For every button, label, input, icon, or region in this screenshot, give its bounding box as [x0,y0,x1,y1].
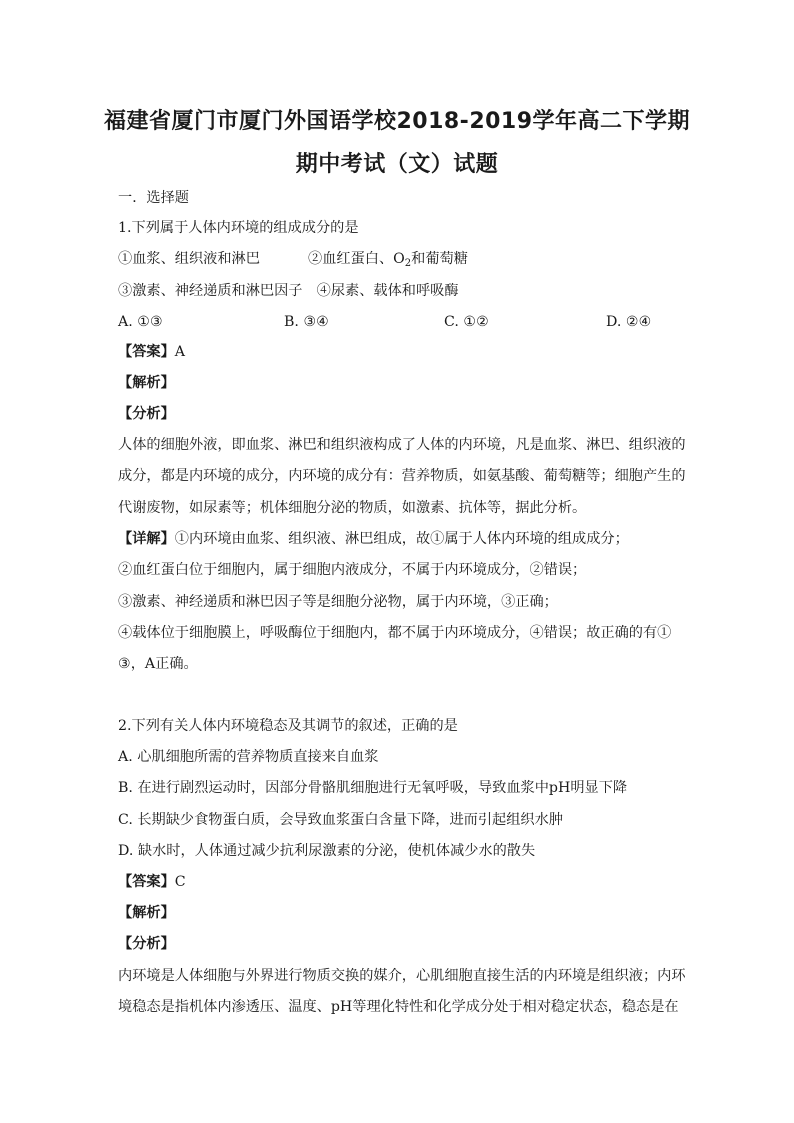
q1-option-b: B. ③④ [284,314,329,330]
q1-answer: 【答案】A [118,344,186,360]
document-title-line-2: 期中考试（文）试题 [295,152,499,177]
q1-analysis-tag: 【解析】 [118,375,175,391]
q1-fenxi-tag: 【分析】 [118,406,175,422]
q1-stem: 1.下列属于人体内环境的组成成分的是 [118,220,359,236]
q2-stem: 2.下列有关人体内环境稳态及其调节的叙述，正确的是 [118,718,458,734]
q2-option-d: D. 缺水时，人体通过减少抗利尿激素的分泌，使机体减少水的散失 [118,843,536,859]
q2-option-b: B. 在进行剧烈运动时，因部分骨骼肌细胞进行无氧呼吸，导致血浆中pH明显下降 [118,780,628,796]
q2-fenxi-line: 内环境是人体细胞与外界进行物质交换的媒介，心肌细胞直接生活的内环境是组织液；内环 [118,968,686,984]
q1-item-1: ①血浆、组织液和淋巴 [118,251,260,267]
q2-answer: 【答案】C [118,874,186,890]
q1-fenxi-line: 人体的细胞外液，即血浆、淋巴和组织液构成了人体的内环境，凡是血浆、淋巴、组织液的 [118,437,686,453]
q1-items-3-4: ③激素、神经递质和淋巴因子 ④尿素、载体和呼吸酶 [118,283,459,299]
q1-detail-first: 【详解】①内环境由血浆、组织液、淋巴组成，故①属于人体内环境的组成成分； [118,531,629,547]
q2-analysis-tag: 【解析】 [118,905,175,921]
q1-detail-line: ③，A正确。 [118,656,198,672]
q2-option-c: C. 长期缺少食物蛋白质，会导致血浆蛋白含量下降，进而引起组织水肿 [118,812,563,828]
q1-detail-line: ④载体位于细胞膜上，呼吸酶位于细胞内，都不属于内环境成分，④错误；故正确的有① [118,625,672,641]
q2-option-a: A. 心肌细胞所需的营养物质直接来自血浆 [118,749,379,765]
section-heading: 一．选择题 [118,190,189,206]
q1-item-2: ②血红蛋白、$O_2$和葡萄糖 [308,251,468,269]
q2-fenxi-tag: 【分析】 [118,936,175,952]
q1-option-d: D. ②④ [606,314,652,330]
q1-option-a: A. ①③ [118,314,163,330]
q1-fenxi-line: 代谢废物，如尿素等；机体细胞分泌的物质，如激素、抗体等，据此分析。 [118,500,587,516]
q1-option-c: C. ①② [444,314,489,330]
q1-detail-line: ③激素、神经递质和淋巴因子等是细胞分泌物，属于内环境，③正确； [118,594,558,610]
q1-detail-line: ②血红蛋白位于细胞内，属于细胞内液成分，不属于内环境成分，②错误； [118,562,587,578]
q2-fenxi-line: 境稳态是指机体内渗透压、温度、pH等理化特性和化学成分处于相对稳定状态，稳态是在 [118,999,679,1015]
q1-fenxi-line: 成分，都是内环境的成分，内环境的成分有：营养物质，如氨基酸、葡萄糖等；细胞产生的 [118,468,686,484]
document-title-line-1: 福建省厦门市厦门外国语学校2018-2019学年高二下学期 [103,109,691,134]
